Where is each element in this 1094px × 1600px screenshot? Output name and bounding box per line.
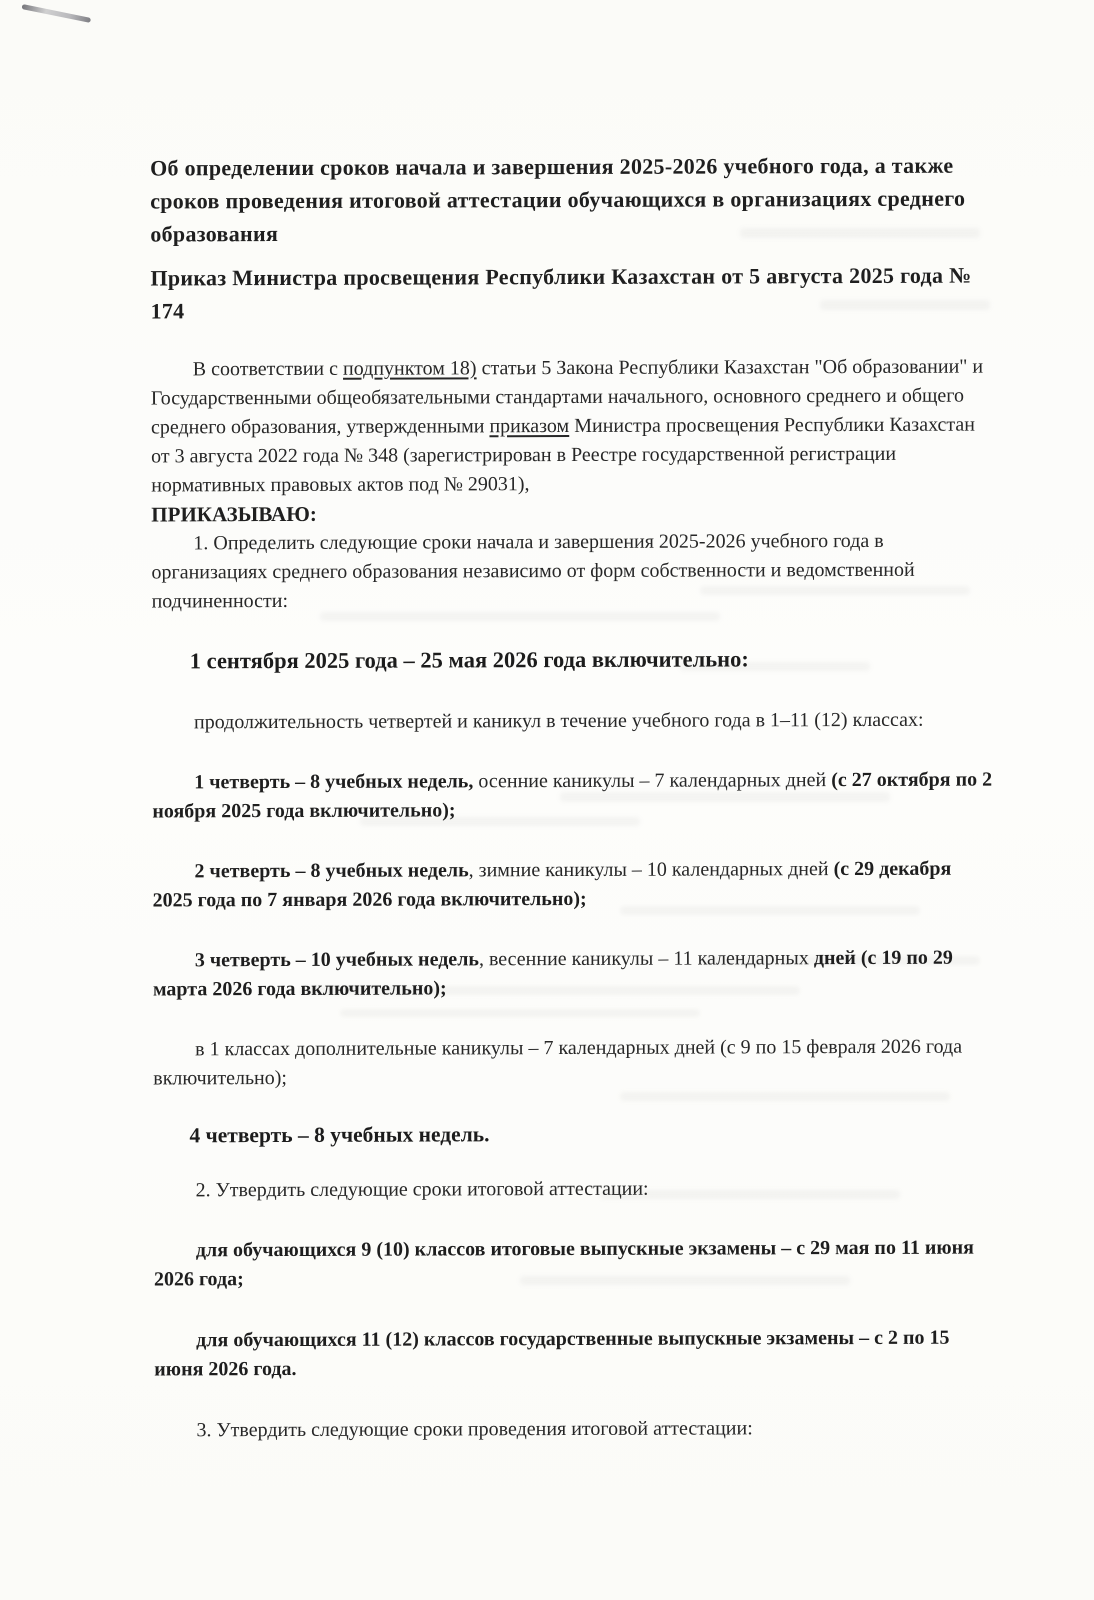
quarters-intro-paragraph: продолжительность четвертей и каникул в течение учебного года в 1–11 (12) классах: [193, 708, 924, 734]
school-year-heading: 1 сентября 2025 года – 25 мая 2026 года включительно: [189, 646, 749, 674]
quarter-2-middle: , зимние каникулы – 10 календарных дней [468, 858, 834, 882]
exams-11-12-paragraph: для обучающихся 11 (12) классов государственные выпускные экзамены – с 2 по 15 июня 2026 года. [154, 1326, 950, 1381]
exams-9-10-paragraph: для обучающихся 9 (10) классов итоговые выпускные экзамены – с 29 мая по 11 июня 2026 года; [153, 1236, 975, 1291]
quarter-2-dates: (с 29 декабря 2025 года по 7 января 2026 года включительно); [152, 857, 952, 912]
quarter-3-lead: 3 четверть – 10 учебных недель [194, 948, 480, 972]
preamble-text-before: В соответствии с [192, 357, 344, 381]
reference-prikaz: приказом [489, 415, 570, 438]
quarter-4-heading: 4 четверть – 8 учебных недель. [189, 1122, 490, 1148]
document-title: Об определении сроков начала и завершения 2025-2026 учебного года, а также сроков проведения итоговой аттестации обучающихся в организациях среднего образования [150, 152, 966, 247]
document-content [150, 149, 995, 1446]
quarter-3-dates: дней (с 19 по 29 марта 2026 года включительно); [152, 946, 953, 1001]
resolve-word: ПРИКАЗЫВАЮ: [151, 501, 317, 527]
quarter-1-paragraph [152, 766, 992, 827]
point-1-paragraph: 1. Определить следующие сроки начала и завершения 2025-2026 учебного года в организациях среднего образования независимо от форм собственности и ведомственной подчиненности: [151, 529, 915, 613]
first-grade-holidays-paragraph: в 1 классах дополнительные каникулы – 7 календарных дней (с 9 по 15 февраля 2026 года включительно); [153, 1035, 963, 1090]
point-2-paragraph: 2. Утвердить следующие сроки итоговой аттестации: [195, 1177, 649, 1202]
quarter-2-lead: 2 четверть – 8 учебных недель [194, 859, 469, 883]
quarter-2-paragraph [152, 855, 992, 916]
quarter-3-paragraph [153, 944, 993, 1005]
preamble-text-between: статьи 5 Закона Республики Казахстан "Об образовании" и Государственными общеобязательными стандартами начального, основного среднего и общего среднего образования, утвержденными [150, 355, 984, 439]
quarter-1-middle: осенние каникулы – 7 календарных дней [473, 769, 832, 793]
preamble-paragraph [151, 353, 992, 501]
quarter-1-lead: 1 четверть – 8 учебных недель, [194, 770, 474, 794]
quarter-1-dates: (с 27 октября по 2 ноября 2025 года включительно); [152, 768, 993, 823]
pen-mark-artifact [22, 4, 92, 23]
preamble-text-after: Министра просвещения Республики Казахстан от 3 августа 2022 года № 348 (зарегистрирован в Реестре государственной регистрации нормативных правовых актов под № 29031), [151, 413, 975, 497]
point-3-paragraph: 3. Утвердить следующие сроки проведения итоговой аттестации: [196, 1417, 753, 1442]
quarter-3-middle: , весенние каникулы – 11 календарных [478, 947, 814, 971]
order-number-subtitle: Приказ Министра просвещения Республики Казахстан от 5 августа 2025 года № 174 [150, 262, 972, 324]
reference-subpoint-18: подпунктом 18) [342, 357, 477, 380]
